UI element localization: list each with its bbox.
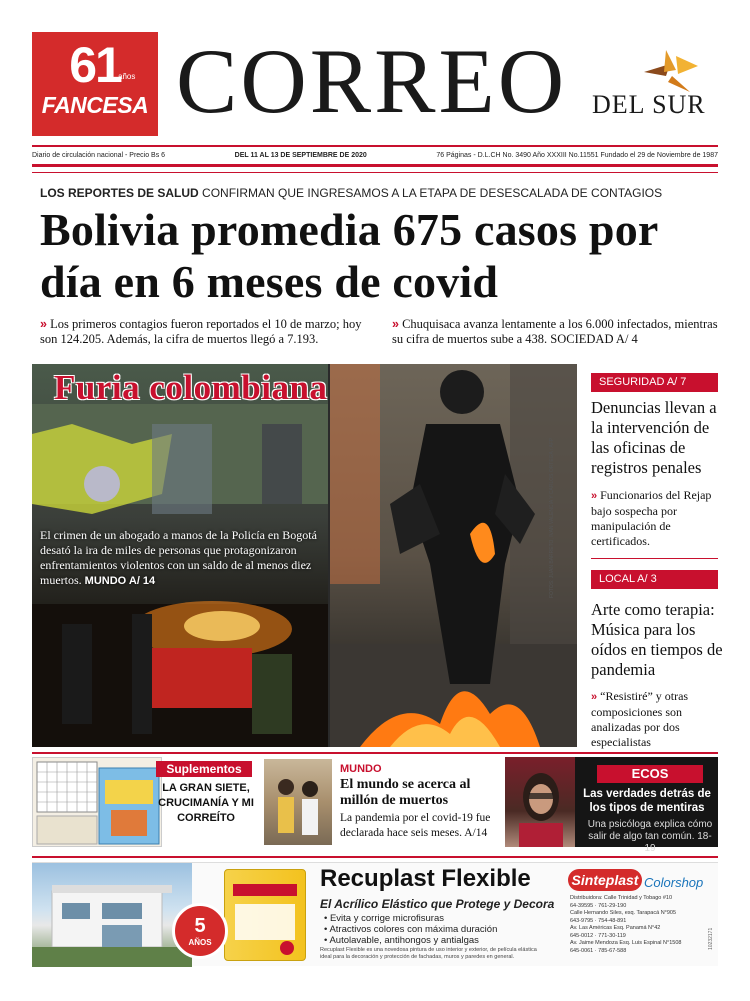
store-line: 64-39595 · 761-29-190 — [570, 902, 627, 909]
crossword-illustration — [33, 758, 163, 848]
people-illustration — [264, 759, 332, 845]
store-line: Calle Hernando Siles, esq. Tarapacá N°905 — [570, 910, 677, 916]
registration-info: 76 Páginas - D.L.CH No. 3490 Año XXXIII No.11551 Fundado el 29 de Noviembre de 1987 — [436, 152, 718, 159]
officer-on-fire-photo — [330, 364, 577, 747]
photo-caption-ref[interactable]: MUNDO A/ 14 — [84, 575, 156, 587]
lead-kicker-rest: CONFIRMAN QUE INGRESAMOS A LA ETAPA DE DESESCALADA DE CONTAGIOS — [202, 186, 663, 200]
masked-people-photo — [264, 759, 332, 845]
right-sub-2-text: “Resistiré” y otras composiciones son analizadas por dos especialistas — [591, 689, 689, 749]
photo-caption-text: El crimen de un abogado a manos de la Policía en Bogotá desató la ira de miles de personas que protagonizaron enfrentamientos violentos con un saldo de al menos diez muertos. — [40, 528, 317, 587]
house-photo — [32, 863, 192, 967]
info-rule-thin — [32, 172, 718, 173]
anniversary-number: 61 — [69, 37, 121, 93]
photo-story-title: Furia colombiana — [54, 368, 328, 407]
right-headline-2[interactable]: Arte como terapia: Música para los oídos en tiempos de pandemia — [591, 600, 723, 679]
paint-can-image — [224, 869, 306, 961]
right-sub-2 — [591, 689, 719, 750]
ad-product-name: Recuplast Flexible — [320, 865, 531, 892]
colorshop-logo: Colorshop — [644, 875, 704, 890]
ecos-promo[interactable] — [505, 757, 718, 854]
edition-date: DEL 11 AL 13 DE SEPTIEMBRE DE 2020 — [234, 152, 367, 159]
house-illustration — [32, 863, 192, 967]
section-label-seguridad[interactable]: SEGURIDAD A/ 7 — [591, 373, 718, 392]
info-rule — [32, 164, 718, 167]
right-sub-1-text: Funcionarios del Rejap bajo sospecha por manipulación de certificados. — [591, 488, 712, 548]
store-line: Av. Las Américas Esq. Panamá N°42 — [570, 925, 661, 931]
store-line: 645-0012 · 771-30-119 — [570, 932, 626, 939]
mundo-kicker: MUNDO — [340, 763, 382, 775]
guarantee-years: 5 — [194, 915, 206, 937]
mundo-promo[interactable] — [264, 757, 494, 847]
lead-deck-left — [40, 317, 380, 347]
paint-can-illustration — [225, 870, 307, 962]
section-label-local[interactable]: LOCAL A/ 3 — [591, 570, 718, 589]
edition-info-bar — [32, 152, 718, 159]
ecos-label: ECOS — [597, 765, 703, 783]
lead-kicker — [40, 186, 662, 200]
ad-bullet-text: Evita y corrige microfisuras — [329, 913, 444, 924]
lead-headline[interactable]: Bolivia promedia 675 casos por día en 6 meses de covid — [40, 204, 658, 307]
puzzle-magazines-image — [32, 757, 162, 847]
portrait-illustration — [505, 757, 575, 847]
mundo-text: La pandemia por el covid-19 fue declarada hace seis meses. A/14 — [340, 812, 491, 839]
supplements-promo[interactable] — [32, 757, 252, 847]
paper-title-suffix: DEL SUR — [592, 90, 706, 119]
right-divider — [591, 558, 718, 559]
ecos-headline[interactable]: Las verdades detrás de los tipos de mentiras — [583, 788, 711, 814]
ad-rule — [32, 856, 718, 858]
ecos-text: Una psicóloga explica cómo salir de algo tan común. 18-19 — [587, 819, 713, 854]
bullet-arrow-icon: » — [591, 691, 598, 703]
anniversary-word: años — [118, 72, 136, 81]
ad-code: 10232171 — [708, 927, 714, 950]
ad-bullet: • Autolavable, antihongos y antialgas — [324, 935, 479, 946]
ad-fineprint: Recuplast Flexible es una novedosa pintura de uso interior y exterior, de película elástica ideal para la decoración y protección de fachadas, muros y paredes en general. — [320, 947, 537, 960]
supplements-titles: LA GRAN SIETE, CRUCIMANÍA Y MI CORREÍTO — [158, 782, 254, 824]
ad-bullets — [324, 913, 497, 946]
section-rule — [32, 752, 718, 754]
bullet-arrow-icon: » — [40, 317, 47, 331]
woman-portrait-photo — [505, 757, 575, 847]
store-line: Av. Jaime Mendoza Esq. Luis Espinal N°1508 — [570, 940, 682, 946]
right-sub-1 — [591, 488, 719, 549]
store-list — [570, 895, 720, 955]
mundo-headline[interactable]: El mundo se acerca al millón de muertos — [340, 777, 471, 808]
lead-kicker-bold: LOS REPORTES DE SALUD — [40, 186, 199, 200]
masthead-rule — [32, 145, 718, 147]
ad-bullet: • Atractivos colores con máxima duración — [324, 924, 498, 935]
main-photo-story[interactable] — [32, 364, 577, 747]
supplements-label: Suplementos — [156, 761, 252, 777]
guarantee-word: AÑOS — [188, 938, 212, 947]
store-line: Distribuidora: Calle Trinidad y Tobago #10 — [570, 895, 673, 901]
photo-credit: FOTOS: JUAN BARRETO, IVAN VALENCIA Y CARLOS ORTEGA / AFP — [549, 437, 555, 598]
lead-deck-right-text: Chuquisaca avanza lentamente a los 6.000 infectados, mientras su cifra de muertos sube a 438. SOCIEDAD A/ 4 — [392, 317, 718, 346]
sponsor-logo-text: FANCESA — [41, 92, 149, 118]
paper-title: CORREO — [176, 30, 568, 132]
circulation-info: Diario de circulación nacional - Precio Bs 6 — [32, 152, 166, 159]
ad-bullet-text: Atractivos colores con máxima duración — [329, 924, 498, 935]
bullet-arrow-icon: » — [591, 490, 598, 502]
fancesa-anniversary-badge — [32, 32, 158, 136]
ad-bullet: • Evita y corrige microfisuras — [324, 913, 444, 924]
store-line: 645-0061 · 785-67-588 — [570, 947, 627, 954]
right-headline-1[interactable]: Denuncias llevan a la intervención de las oficinas de registros penales — [591, 398, 717, 477]
store-line: 643-9795 · 754-48-891 — [570, 917, 627, 924]
photo-story-caption — [40, 528, 330, 589]
recuplast-advertisement[interactable] — [32, 862, 718, 966]
guarantee-badge — [172, 903, 228, 959]
bullet-arrow-icon: » — [392, 317, 399, 331]
officer-scene-illustration — [330, 364, 577, 747]
lead-deck-right — [392, 317, 722, 347]
lead-deck-left-text: Los primeros contagios fueron reportados el 10 de marzo; hoy son 124.205. Además, la cifra de muertos llegó a 7.193. — [40, 317, 362, 346]
ad-bullet-text: Autolavable, antihongos y antialgas — [329, 935, 479, 946]
ad-tagline: El Acrílico Elástico que Protege y Decora — [320, 897, 555, 911]
sinteplast-logo: Sinteplast — [568, 869, 642, 891]
